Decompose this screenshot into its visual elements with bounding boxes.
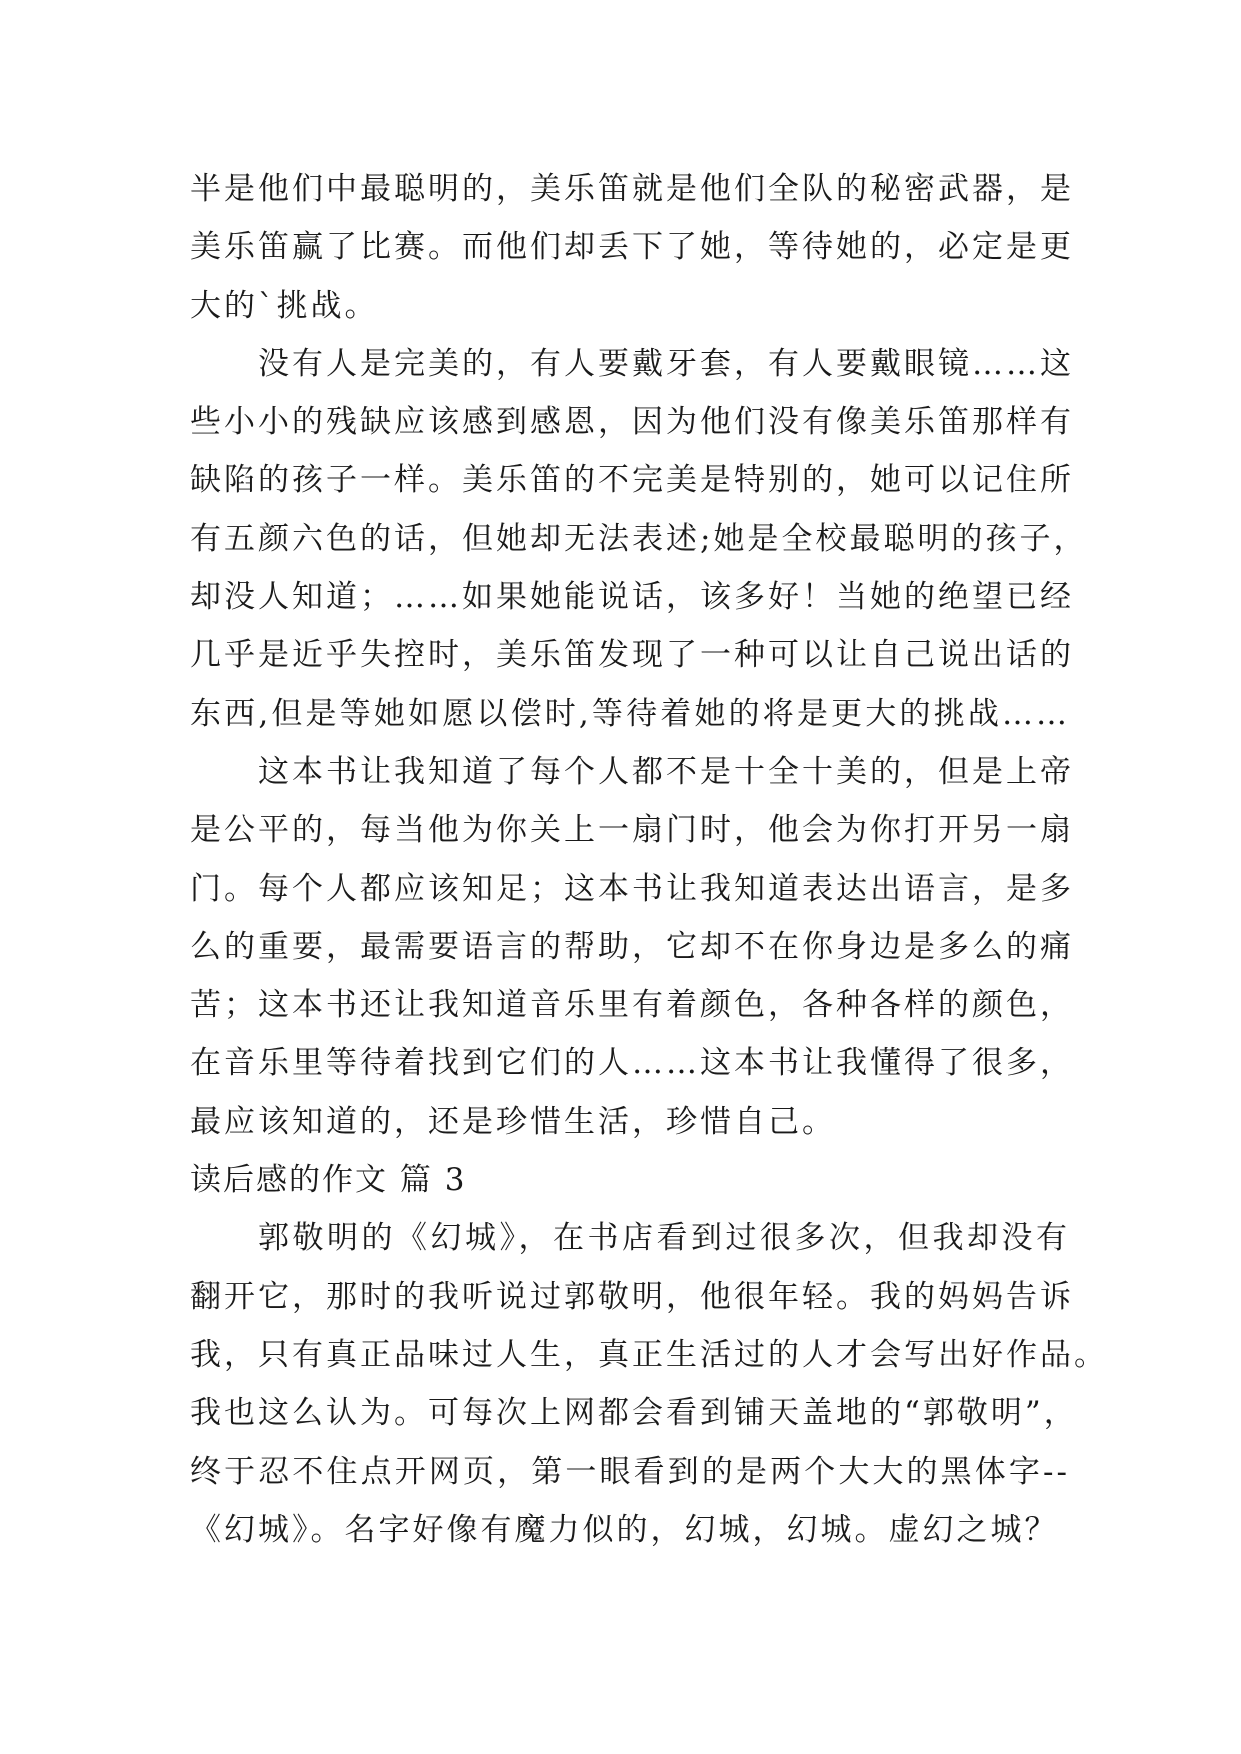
text-line: 苦；这本书还让我知道音乐里有着颜色，各种各样的颜色， [190,987,1074,1024]
text-line: 么的重要，最需要语言的帮助，它却不在你身边是多么的痛 [190,928,1074,965]
text-line: 大的`挑战。 [190,287,379,324]
text-line: 我也这么认为。可每次上网都会看到铺天盖地的“郭敬明”， [190,1395,1078,1432]
text-line: 终于忍不住点开网页，第一眼看到的是两个大大的黑体字-- [190,1453,1070,1490]
section-heading: 读后感的作文 篇 3 [190,1162,467,1199]
text-line: 翻开它，那时的我听说过郭敬明，他很年轻。我的妈妈告诉 [190,1278,1074,1315]
text-line: 东西,但是等她如愿以偿时,等待着她的将是更大的挑战…… [190,695,1070,732]
text-line: 是公平的，每当他为你关上一扇门时，他会为你打开另一扇 [190,812,1074,849]
body-text [190,160,1108,1559]
text-line: 门。每个人都应该知足；这本书让我知道表达出语言，是多 [190,870,1074,907]
paragraph-start-line: 这本书让我知道了每个人都不是十全十美的，但是上帝 [258,753,1074,790]
text-line: 我，只有真正品味过人生，真正生活过的人才会写出好作品。 [190,1336,1108,1373]
text-line: 几乎是近乎失控时，美乐笛发现了一种可以让自己说出话的 [190,637,1074,674]
text-line: 美乐笛赢了比赛。而他们却丢下了她，等待她的，必定是更 [190,229,1074,266]
text-line: 些小小的残缺应该感到感恩，因为他们没有像美乐笛那样有 [190,404,1074,441]
text-line: 《幻城》。名字好像有魔力似的，幻城，幻城。虚幻之城？ [190,1511,1059,1548]
text-line: 半是他们中最聪明的，美乐笛就是他们全队的秘密武器，是 [190,171,1074,207]
text-line: 却没人知道；……如果她能说话，该多好！当她的绝望已经 [190,579,1074,616]
text-line: 在音乐里等待着找到它们的人……这本书让我懂得了很多， [190,1045,1074,1082]
paragraph-start-line: 郭敬明的《幻城》，在书店看到过很多次，但我却没有 [258,1220,1070,1257]
paragraph-start-line: 没有人是完美的，有人要戴牙套，有人要戴眼镜……这 [258,345,1074,382]
text-line: 最应该知道的，还是珍惜生活，珍惜自己。 [190,1103,836,1140]
text-line: 缺陷的孩子一样。美乐笛的不完美是特别的，她可以记住所 [190,462,1074,499]
text-line: 有五颜六色的话，但她却无法表述;她是全校最聪明的孩子， [190,520,1088,557]
